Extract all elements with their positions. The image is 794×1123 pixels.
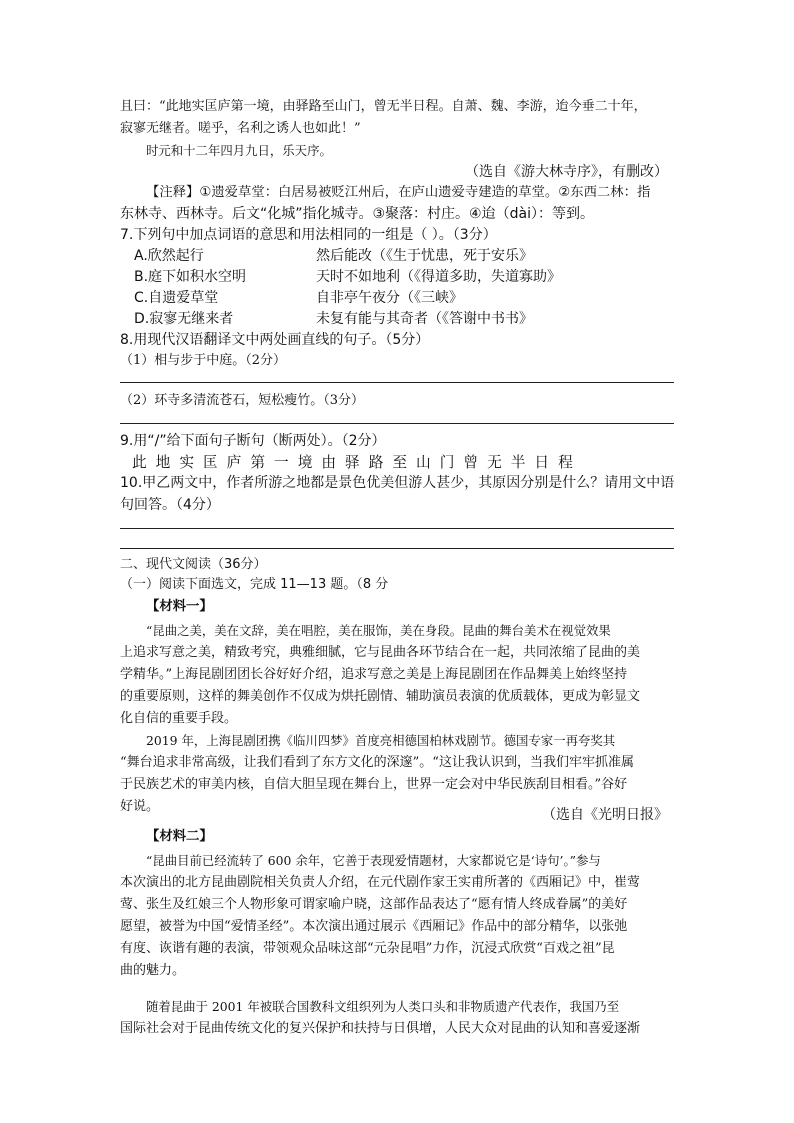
answer-line <box>120 548 674 549</box>
q7-option-d-right: 未复有能与其奇者（《答谢中书书》 <box>316 311 533 327</box>
paragraph-line: “昆曲之美，美在文辞，美在唱腔，美在服饰，美在身段。昆曲的舞台美术在视觉效果 <box>146 623 611 638</box>
answer-line <box>120 382 674 383</box>
question-9-stem: 9.用“/”给下面句子断句（断两处）。（2分） <box>120 433 386 449</box>
paragraph-line: 有度、诙谐有趣的表演，带领观众品味这部“元杂昆唱”力作，沉浸式欣赏“百戏之祖”昆 <box>120 941 615 956</box>
question-10-stem-cont: 句回答。（4分） <box>120 497 220 513</box>
classical-text-line: 寂寥无继者。嗟乎，名利之诱人也如此！” <box>120 121 361 136</box>
material-1-title: 【材料一】 <box>146 599 213 614</box>
preface-date: 时元和十二年四月九日，乐天序。 <box>146 143 332 158</box>
source-citation: （选自《光明日报》 <box>542 807 668 823</box>
paragraph-line: 化自信的重要手段。 <box>120 711 238 726</box>
classical-text-line: 且曰：“此地实匡庐第一境，由驿路至山门，曾无半日程。自萧、魏、李游，迨今垂二十年， <box>120 99 647 114</box>
section-heading: 二、现代文阅读（36分） <box>120 557 267 572</box>
q9-sentence: 此地实匡庐第一境由驿路至山门曾无半日程 <box>132 454 582 471</box>
q7-option-b-left: B.庭下如积水空明 <box>134 269 247 285</box>
paragraph-line: 愿望，被誉为中国“爱情圣经”。本次演出通过展示《西厢记》作品中的部分精华，以张弛 <box>120 919 628 934</box>
paragraph-line: 本次演出的北方昆曲剧院相关负责人介绍，在元代剧作家王实甫所著的《西厢记》中，崔莺 <box>120 875 641 890</box>
question-10-stem: 10.甲乙两文中，作者所游之地都是景色优美但游人甚少，其原因分别是什么？请用文中语 <box>120 475 675 491</box>
source-citation: （选自《游大林寺序》，有删改） <box>465 164 668 180</box>
q7-option-c-right: 自非亭午夜分（《三峡》 <box>316 290 463 306</box>
paragraph-line: 好说。 <box>120 799 160 814</box>
q7-option-b-right: 天时不如地利（《得道多助，失道寡助》 <box>316 269 561 285</box>
answer-line <box>120 528 674 529</box>
q7-option-a-right: 然后能改（《生于忧患，死于安乐》 <box>316 248 533 264</box>
paragraph-line: 曲的魅力。 <box>120 963 186 978</box>
q8-item-1: （1）相与步于中庭。（2分） <box>120 353 287 368</box>
paragraph-line: 莺、张生及红娘三个人物形象可谓家喻户晓，这部作品表达了“愿有情人终成眷属”的美好 <box>120 897 628 912</box>
section-subheading: （一）阅读下面选文，完成 11—13 题。（8 分 <box>120 577 389 592</box>
paragraph-line: “昆曲目前已经流转了 600 余年，它善于表现爱情题材，大家都说它是‘诗句’。”参与 <box>146 853 601 868</box>
paragraph-line: 的重要原则，这样的舞美创作不仅成为烘托剧情、辅助演员表演的优质载体，更成为彰显文 <box>120 689 641 704</box>
q7-option-c-left: C.自遗爱草堂 <box>134 290 219 306</box>
paragraph-line: 国际社会对于昆曲传统文化的复兴保护和扶持与日俱增，人民大众对昆曲的认知和喜爱逐渐 <box>120 1021 641 1036</box>
q8-item-2: （2）环寺多清流苍石，短松瘦竹。（3分） <box>120 393 365 408</box>
annotation-line: 【注释】①遗爱草堂：白居易被贬江州后，在庐山遗爱寺建造的草堂。②东西二林：指 <box>146 185 651 200</box>
paragraph-line: 于民族艺术的审美内核，自信大胆呈现在舞台上，世界一定会对中华民族刮目相看。”谷好 <box>120 777 628 792</box>
paragraph-line: 2019 年，上海昆剧团携《临川四梦》首度亮相德国柏林戏剧节。德国专家一再夸奖其 <box>146 733 616 748</box>
question-7-stem: 7.下列句中加点词语的意思和用法相同的一组是（ ）。（3分） <box>120 227 497 243</box>
paragraph-line: 上追求写意之美，精致考究，典雅细腻，它与昆曲各环节结合在一起，共同浓缩了昆曲的美 <box>120 645 641 660</box>
question-8-stem: 8.用现代汉语翻译文中两处画直线的句子。（5分） <box>120 332 430 348</box>
material-2-title: 【材料二】 <box>146 829 213 844</box>
annotation-line: 东林寺、西林寺。后文“化城”指化城寺。③聚落：村庄。④迨（dài）：等到。 <box>120 206 594 222</box>
paragraph-line: “舞台追求非常高级，让我们看到了东方文化的深邃”。“这让我认识到，当我们牢牢抓准属 <box>120 755 634 770</box>
answer-line <box>120 423 674 424</box>
paragraph-line: 学精华。”上海昆剧团团长谷好好介绍，追求写意之美是上海昆剧团在作品舞美上始终坚持 <box>120 667 628 682</box>
paragraph-line: 随着昆曲于 2001 年被联合国教科文组织列为人类口头和非物质遗产代表作，我国乃至 <box>146 999 620 1014</box>
q7-option-d-left: D.寂寥无继来者 <box>134 311 234 327</box>
q7-option-a-left: A.欣然起行 <box>134 248 204 264</box>
